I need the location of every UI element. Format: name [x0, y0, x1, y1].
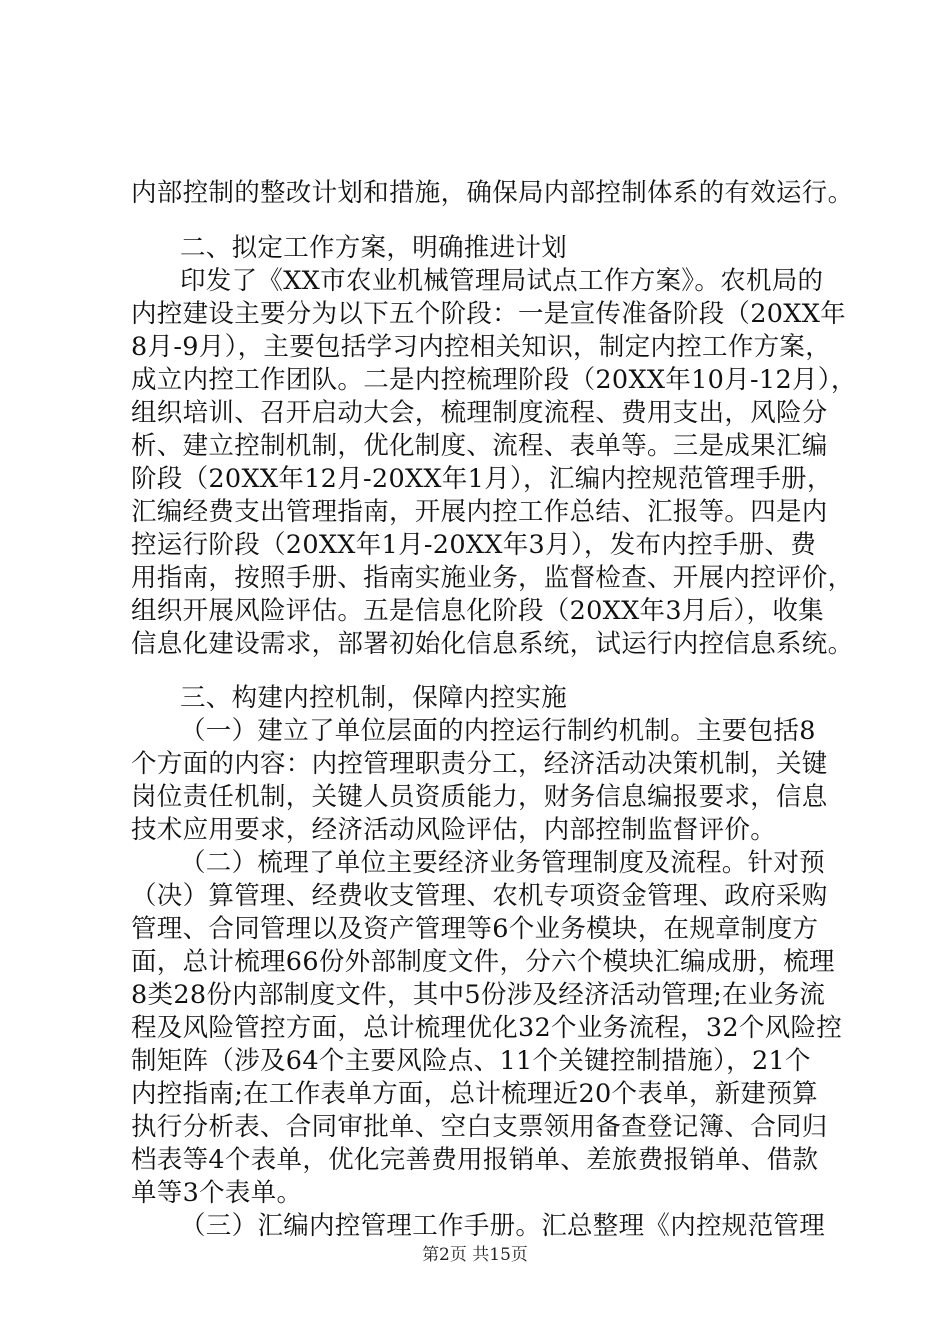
paragraph-line: 阶段（20XX年12月-20XX年1月），汇编内控规范管理手册， — [131, 464, 833, 494]
paragraph-line: 印发了《XX市农业机械管理局试点工作方案》。农机局的 — [180, 266, 824, 296]
paragraph-line: 程及风险管控方面，总计梳理优化32个业务流程，32个风险控 — [131, 1013, 843, 1043]
paragraph-line: 技术应用要求，经济活动风险评估，内部控制监督评价。 — [131, 815, 777, 845]
paragraph-line: 单等3个表单。 — [131, 1178, 303, 1208]
paragraph-line: 控运行阶段（20XX年1月-20XX年3月），发布内控手册、费 — [131, 530, 817, 560]
paragraph-line: （二）梳理了单位主要经济业务管理制度及流程。针对预 — [180, 848, 826, 878]
paragraph-line: 8月-9月），主要包括学习内控相关知识，制定内控工作方案， — [131, 332, 832, 362]
page-number-footer: 第2页 共15页 — [422, 1245, 528, 1265]
paragraph-line: 组织开展风险评估。五是信息化阶段（20XX年3月后），收集 — [131, 596, 824, 626]
paragraph-line: （决）算管理、经费收支管理、农机专项资金管理、政府采购 — [131, 881, 828, 911]
paragraph-line: 档表等4个表单，优化完善费用报销单、差旅费报销单、借款 — [131, 1145, 819, 1175]
paragraph-line: 信息化建设需求，部署初始化信息系统，试运行内控信息系统。 — [131, 629, 854, 659]
paragraph-line: 析、建立控制机制，优化制度、流程、表单等。三是成果汇编 — [131, 431, 828, 461]
paragraph-line: 用指南，按照手册、指南实施业务，监督检查、开展内控评价， — [131, 563, 854, 593]
paragraph-line: 面，总计梳理66份外部制度文件，分六个模块汇编成册，梳理 — [131, 947, 835, 977]
paragraph-line: 汇编经费支出管理指南，开展内控工作总结、汇报等。四是内 — [131, 497, 828, 527]
paragraph-line: 内控建设主要分为以下五个阶段：一是宣传准备阶段（20XX年 — [131, 299, 846, 329]
paragraph-line: 制矩阵（涉及64个主要风险点、11个关键控制措施），21个 — [131, 1046, 811, 1076]
paragraph-line: （一）建立了单位层面的内控运行制约机制。主要包括8 — [180, 716, 816, 746]
paragraph-line: 8类28份内部制度文件，其中5份涉及经济活动管理;在业务流 — [131, 980, 826, 1010]
paragraph-line: （三）汇编内控管理工作手册。汇总整理《内控规范管理 — [180, 1211, 826, 1241]
section-heading: 三、构建内控机制，保障内控实施 — [180, 683, 568, 713]
paragraph-line: 个方面的内容：内控管理职责分工，经济活动决策机制，关键 — [131, 749, 828, 779]
paragraph-line: 成立内控工作团队。二是内控梳理阶段（20XX年10月-12月）， — [131, 365, 857, 395]
paragraph-line: 执行分析表、合同审批单、空白支票领用备查登记簿、合同归 — [131, 1112, 828, 1142]
paragraph-line: 岗位责任机制，关键人员资质能力，财务信息编报要求，信息 — [131, 782, 828, 812]
section-heading: 二、拟定工作方案，明确推进计划 — [180, 233, 568, 263]
paragraph-line: 组织培训、召开启动大会，梳理制度流程、费用支出，风险分 — [131, 398, 828, 428]
paragraph-line: 内控指南;在工作表单方面，总计梳理近20个表单，新建预算 — [131, 1079, 818, 1109]
paragraph-line: 管理、合同管理以及资产管理等6个业务模块，在规章制度方 — [131, 914, 819, 944]
paragraph-line: 内部控制的整改计划和措施，确保局内部控制体系的有效运行。 — [131, 178, 854, 208]
